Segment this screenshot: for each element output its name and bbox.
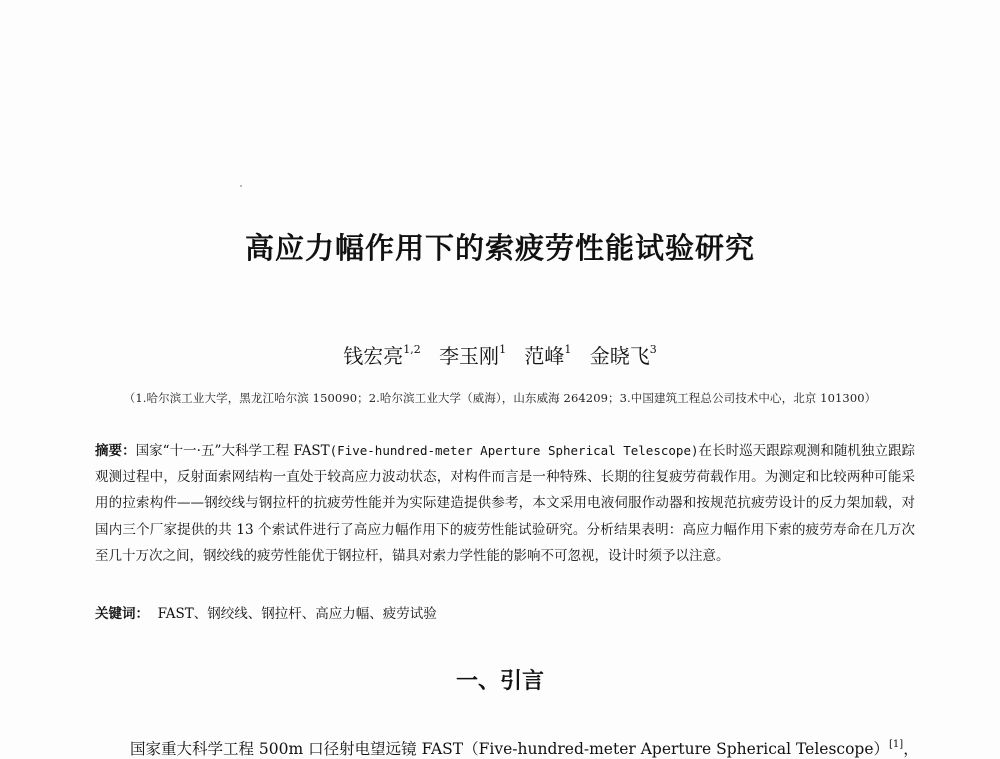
intro-text: 国家重大科学工程 500m 口径射电望远镜 FAST（Five-hundred-meter Aperture Spherical Telescope）: [130, 740, 890, 758]
author-affil-mark: 1: [499, 343, 507, 356]
keywords-label: 关键词：: [95, 606, 149, 622]
author-name: 李玉刚: [439, 344, 500, 368]
author-name: 金晓飞: [589, 344, 650, 368]
intro-tail: ，: [903, 740, 919, 758]
author: [590, 344, 657, 368]
author-list: [0, 340, 1000, 369]
abstract: [95, 438, 915, 569]
paper-title: 高应力幅作用下的索疲劳性能试验研究: [244, 231, 755, 265]
affiliations: （1.哈尔滨工业大学，黑龙江哈尔滨 150090；2.哈尔滨工业大学（威海），山东威海 264209；3.中国建筑工程总公司技术中心，北京 101300）: [123, 391, 877, 405]
author: [343, 344, 421, 368]
keywords-text: FAST、钢绞线、钢拉杆、高应力幅、疲劳试验: [157, 606, 437, 622]
author: [439, 344, 506, 368]
author-affil-mark: 1: [564, 343, 572, 356]
keywords: [95, 602, 915, 622]
section-heading: 一、引言: [455, 669, 544, 694]
abstract-fast-fullname: (Five-hundred-meter Aperture Spherical Telescope): [329, 443, 699, 458]
intro-paragraph: [130, 737, 930, 759]
scan-speck: [240, 185, 242, 187]
author: [524, 344, 571, 368]
author-name: 钱宏亮: [343, 344, 404, 368]
citation-ref: [1]: [889, 739, 904, 750]
abstract-text-after: 在长时巡天跟踪观测和随机独立跟踪观测过程中，反射面索网结构一直处于较高应力波动状态，对构件而言是一种特殊、长期的往复疲劳荷载作用。为测定和比较两种可能采用的拉索构件——钢绞线与钢拉杆的抗疲劳性能并为实际建造提供参考，本文采用电液伺服作动器和按规范抗疲劳设计的反力架加载，对国内三个厂家提供的共 13 个索试件进行了高应力幅作用下的疲劳性能试验研究。分析结果表明：高应力幅作用下索的疲劳寿命在几万次至几十万次之间，钢绞线的疲劳性能优于钢拉杆，锚具对索力学性能的影响不可忽视，设计时须予以注意。: [95, 443, 916, 564]
author-affil-mark: 1,2: [403, 343, 421, 356]
abstract-text-before: 国家“十一·五”大科学工程 FAST: [135, 443, 330, 459]
author-name: 范峰: [524, 344, 565, 368]
author-affil-mark: 3: [649, 343, 657, 356]
abstract-label: 摘要：: [95, 443, 136, 459]
